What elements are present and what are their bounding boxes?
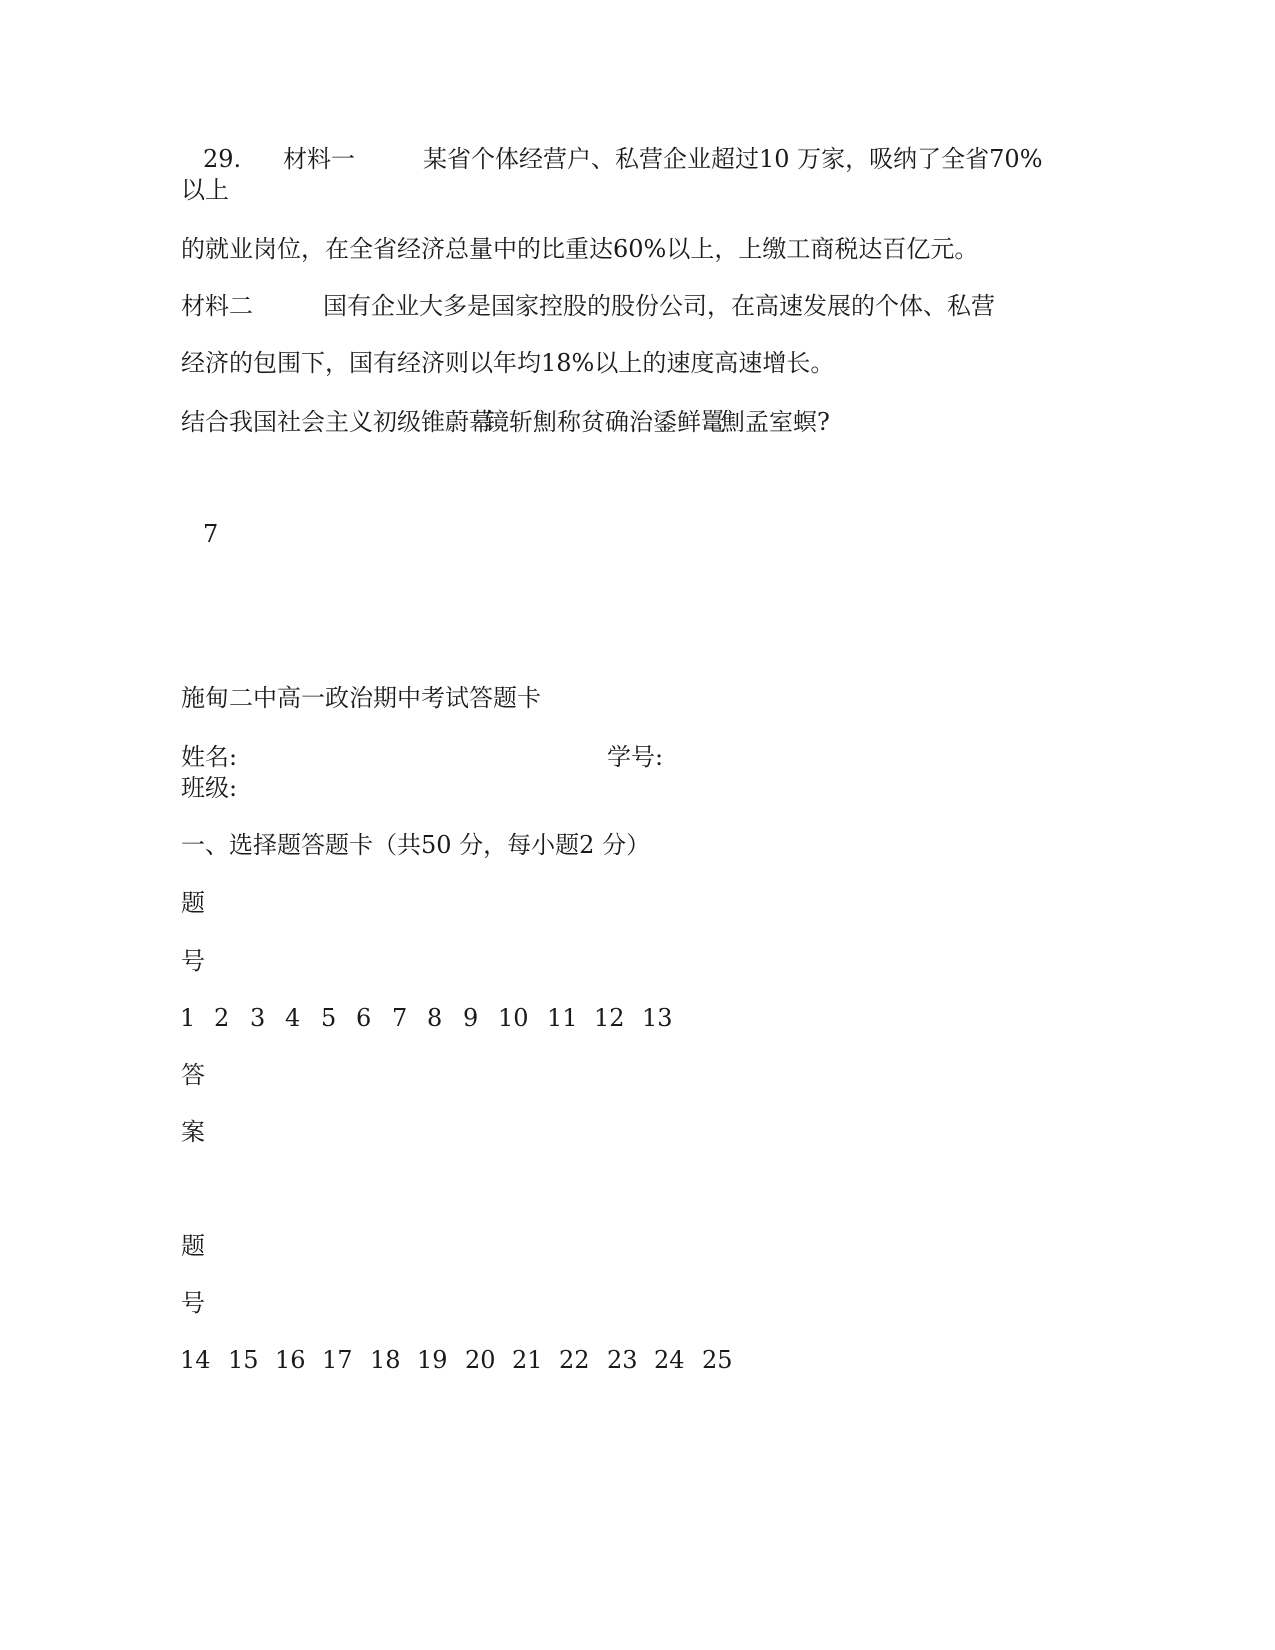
prompt-part5: 孟室螟?	[745, 408, 830, 436]
prompt-part4: 劁	[721, 408, 745, 436]
question-number-cell: 8	[427, 1004, 443, 1032]
class-label: 班级:	[181, 774, 238, 802]
question-number-cell: 9	[463, 1004, 479, 1032]
question-number-cell: 17	[322, 1346, 353, 1374]
question-number-cell: 19	[417, 1346, 448, 1374]
question-number-cell: 16	[275, 1346, 306, 1374]
prompt-part1: 结合我国社会主义初级锥蔚幕	[181, 408, 493, 436]
question-number-cell: 1	[180, 1004, 196, 1032]
material1-line3: 的就业岗位，在全省经济总量中的比重达60%以上，上缴工商税达百亿元。	[181, 235, 979, 263]
question-number-cell: 15	[228, 1346, 259, 1374]
prompt-part2: 镜斩劁	[485, 408, 557, 436]
material2-line2: 经济的包围下，国有经济则以年均18%以上的速度高速增长。	[181, 349, 835, 377]
question-number-cell: 14	[180, 1346, 211, 1374]
material1-line2: 以上	[181, 176, 229, 204]
question-number-cell: 25	[702, 1346, 733, 1374]
question-no-label-char2-row2: 号	[181, 1289, 205, 1317]
question-number-cell: 2	[214, 1004, 230, 1032]
name-label: 姓名:	[181, 743, 238, 771]
question-number: 29.	[203, 145, 242, 173]
question-number-cell: 3	[250, 1004, 266, 1032]
material2-label: 材料二	[181, 292, 253, 320]
question-number-cell: 22	[559, 1346, 590, 1374]
answer-label-char2: 案	[181, 1118, 205, 1146]
answer-label-char1: 答	[181, 1061, 205, 1089]
student-id-label: 学号:	[607, 743, 664, 771]
question-number-cell: 24	[654, 1346, 685, 1374]
question-number-cell: 7	[392, 1004, 408, 1032]
question-number-cell: 12	[594, 1004, 625, 1032]
material1-label: 材料一	[283, 145, 355, 173]
question-number-cell: 6	[356, 1004, 372, 1032]
answer-card-title: 施甸二中高一政治期中考试答题卡	[181, 684, 541, 712]
page-number: 7	[203, 520, 219, 548]
question-number-cell: 13	[642, 1004, 673, 1032]
prompt-part3: 称贫确治鋈鲜鼍	[557, 408, 725, 436]
section1-heading: 一、选择题答题卡（共50 分，每小题2 分）	[181, 831, 651, 859]
question-number-cell: 5	[321, 1004, 337, 1032]
question-number-cell: 21	[512, 1346, 543, 1374]
question-no-label-char1: 题	[181, 889, 205, 917]
question-no-label-char2: 号	[181, 947, 205, 975]
question-number-cell: 18	[370, 1346, 401, 1374]
material1-line1: 某省个体经营户、私营企业超过10 万家，吸纳了全省70%	[423, 145, 1043, 173]
question-number-cell: 11	[547, 1004, 578, 1032]
question-number-cell: 10	[498, 1004, 529, 1032]
material2-line1: 国有企业大多是国家控股的股份公司，在高速发展的个体、私营	[323, 292, 995, 320]
question-prompt	[181, 410, 830, 434]
question-number-cell: 20	[465, 1346, 496, 1374]
question-number-cell: 4	[285, 1004, 301, 1032]
question-no-label-char1-row2: 题	[181, 1232, 205, 1260]
question-number-cell: 23	[607, 1346, 638, 1374]
